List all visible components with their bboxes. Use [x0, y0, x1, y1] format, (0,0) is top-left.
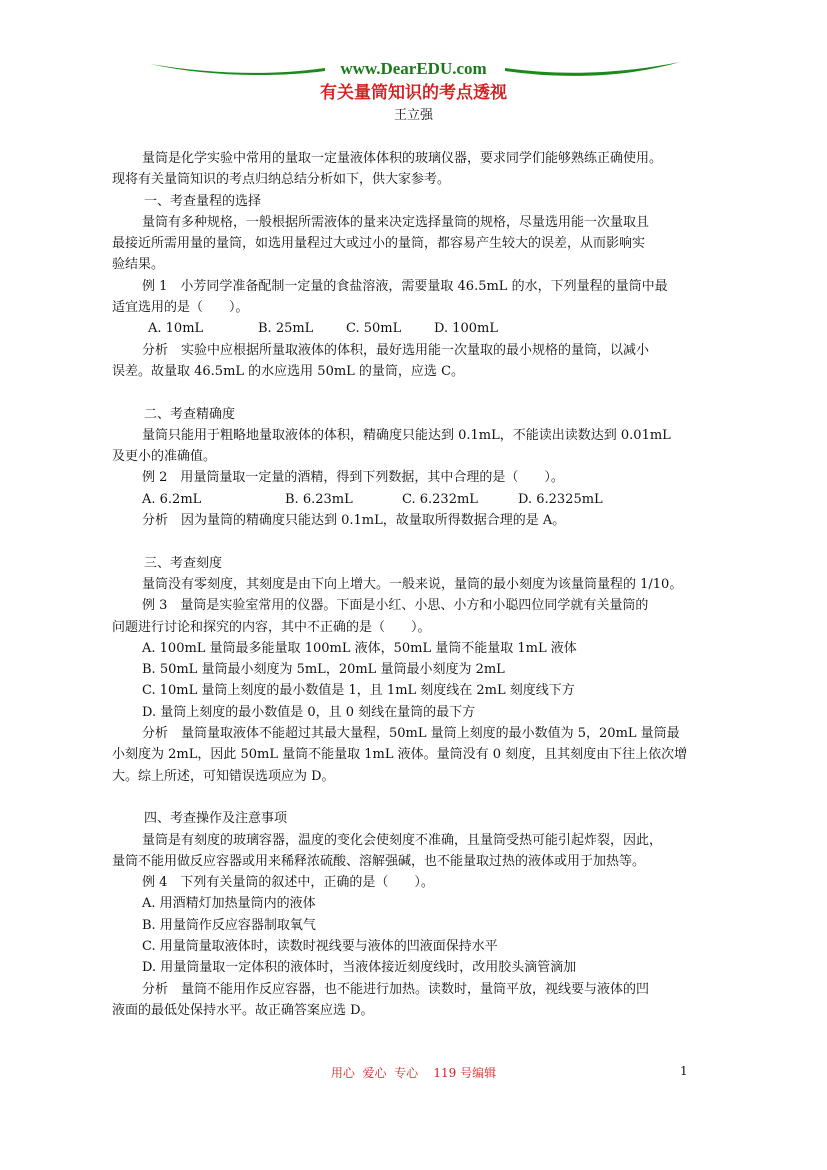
analysis-line: 分析 量筒量取液体不能超过其最大量程，50mL 量筒上刻度的最小数值为 5，20mL 量筒最	[142, 726, 680, 742]
option: B. 25mL	[258, 321, 314, 337]
example-line: 例 1 小芳同学准备配制一定量的食盐溶液，需要量取 46.5mL 的水，下列量程的量筒中最	[142, 278, 668, 294]
document-body	[112, 148, 722, 1021]
analysis-line: 分析 因为量筒的精确度只能达到 0.1mL，故量取所得数据合理的是 A。	[142, 513, 566, 529]
document-title: 有关量筒知识的考点透视	[320, 83, 507, 103]
option: C. 6.232mL	[402, 491, 478, 507]
footer-text: 用心 爱心 专心 119 号编辑	[330, 1066, 497, 1080]
analysis-line: 液面的最低处保持水平。故正确答案应选 D。	[112, 1002, 374, 1018]
option: D. 100mL	[434, 321, 498, 337]
analysis-line: 分析 量筒不能用作反应容器，也不能进行加热。读数时，量筒平放，视线要与液体的凹	[142, 981, 650, 997]
section-heading: 四、考查操作及注意事项	[144, 811, 288, 827]
paragraph-line: 最接近所需用量的量筒，如选用量程过大或过小的量筒，都容易产生较大的误差，从而影响实	[112, 236, 646, 252]
intro-line: 量筒是化学实验中常用的量取一定量液体体积的玻璃仪器，要求同学们能够熟练正确使用。	[142, 151, 663, 166]
paragraph-line: 量筒是有刻度的玻璃容器，温度的变化会使刻度不准确，且量筒受热可能引起炸裂，因此，	[142, 832, 663, 848]
option: C. 50mL	[346, 321, 402, 337]
author: 王立强	[393, 108, 433, 123]
section-heading: 二、考查精确度	[144, 406, 236, 422]
analysis-line: 小刻度为 2mL，因此 50mL 量筒不能量取 1mL 液体。量筒没有 0 刻度，且其刻度由下往上依次增	[112, 747, 688, 763]
section-heading: 三、考查刻度	[144, 555, 223, 571]
site-logo: www.DearEDU.com	[340, 59, 487, 78]
example-line: 问题进行讨论和探究的内容，其中不正确的是（ ）。	[112, 619, 431, 635]
section-heading: 一、考查量程的选择	[144, 193, 262, 209]
options-row	[112, 318, 722, 339]
example-line: 例 4 下列有关量筒的叙述中，正确的是（ ）。	[142, 875, 434, 891]
analysis-line: 大。综上所述，可知错误选项应为 D。	[112, 768, 335, 784]
analysis-line: 分析 实验中应根据所量取液体的体积，最好选用能一次量取的最小规格的量筒，以减小	[142, 342, 650, 358]
option: D. 量筒上刻度的最小数值是 0，且 0 刻线在量筒的最下方	[142, 704, 476, 720]
intro-line: 现将有关量筒知识的考点归纳总结分析如下，供大家参考。	[112, 172, 451, 188]
option: D. 6.2325mL	[518, 491, 603, 507]
example-line: 例 2 用量筒量取一定量的酒精，得到下列数据，其中合理的是（ ）。	[142, 470, 564, 486]
paragraph-line: 量筒不能用做反应容器或用来稀释浓硫酸、溶解强碱，也不能量取过热的液体或用于加热等。	[112, 853, 646, 869]
options-row	[112, 489, 722, 510]
option: A. 6.2mL	[142, 491, 202, 507]
analysis-line: 误差。故量取 46.5mL 的水应选用 50mL 的量筒，应选 C。	[112, 363, 465, 379]
option: A. 100mL 量筒最多能量取 100mL 液体，50mL 量筒不能量取 1mL 液体	[142, 640, 577, 656]
paragraph-line: 及更小的准确值。	[112, 449, 217, 465]
option: C. 10mL 量筒上刻度的最小数值是 1，且 1mL 刻度线在 2mL 刻度线下方	[142, 683, 575, 699]
option: B. 50mL 量筒最小刻度为 5mL，20mL 量筒最小刻度为 2mL	[142, 662, 505, 678]
example-line: 适宜选用的是（ ）。	[112, 300, 249, 316]
option: A. 用酒精灯加热量筒内的液体	[142, 896, 316, 912]
option: D. 用量筒量取一定体积的液体时，当液体接近刻度线时，改用胶头滴管滴加	[142, 960, 577, 976]
paragraph-line: 量筒没有零刻度，其刻度是由下向上增大。一般来说，量筒的最小刻度为该量筒量程的 1/10。	[142, 576, 683, 592]
option: C. 用量筒量取液体时，读数时视线要与液体的凹液面保持水平	[142, 938, 498, 954]
example-line: 例 3 量筒是实验室常用的仪器。下面是小红、小思、小方和小聪四位同学就有关量筒的	[142, 598, 649, 614]
page-number: 1	[680, 1064, 688, 1078]
paragraph-line: 量筒有多种规格，一般根据所需液体的量来决定选择量筒的规格，尽量选用能一次量取且	[142, 214, 650, 230]
option: B. 用量筒作反应容器制取氧气	[142, 917, 316, 933]
option: A. 10mL	[148, 321, 204, 337]
option: B. 6.23mL	[285, 491, 353, 507]
paragraph-line: 验结果。	[112, 257, 165, 273]
paragraph-line: 量筒只能用于粗略地量取液体的体积，精确度只能达到 0.1mL，不能读出读数达到 0.01mL	[142, 427, 671, 443]
